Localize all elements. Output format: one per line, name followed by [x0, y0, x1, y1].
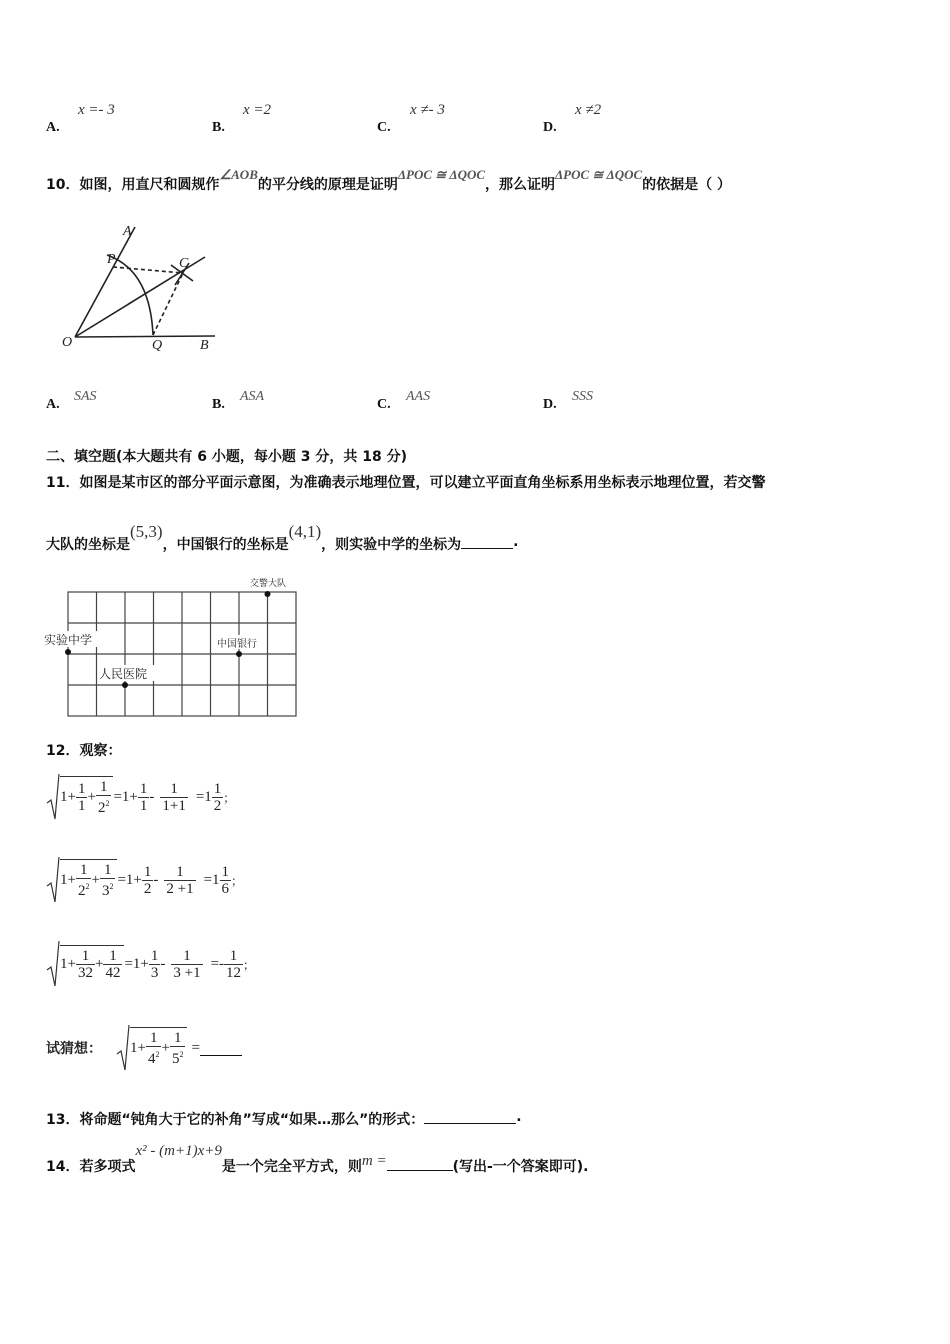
sqrt-sign	[116, 1024, 130, 1072]
q10-option-c-expr: AAS	[406, 389, 431, 404]
q14-poly: x² - (m+1)x+9	[135, 1143, 222, 1159]
q12-row-2: 1+ $\frac{1}{2^2}$ + $\frac{1}{3^2}$ =1+ $\frac{1}{2}$ - $\frac{1}{2 +1}$ = 1 $\frac{1}{6}$ ；	[46, 856, 243, 904]
q10-text2: 的平分线的原理是证明	[257, 177, 398, 193]
q13-answer-blank	[424, 1109, 516, 1124]
q12-answer-blank	[200, 1041, 242, 1056]
fraction: $\frac{1}{6}$	[221, 863, 230, 897]
q14-text3: (写出-一个答案即可).	[452, 1159, 589, 1175]
q11-line2	[46, 522, 518, 554]
question-10	[46, 167, 732, 194]
hospital-point	[122, 682, 128, 688]
q12-row-1: 1+ $\frac{1}{1}$ + $\frac{1}{2^2}$ =1+ $\frac{1}{1}$ - $\frac{1}{1+1}$ = 1 $\frac{1}{2}$ ；	[46, 773, 235, 821]
fraction: $\frac{1}{2}$	[143, 863, 152, 897]
fraction: $\frac{1}{32}$	[77, 948, 93, 981]
label-c: C	[179, 256, 189, 271]
guess-label: 试猜想：	[46, 1041, 102, 1057]
fraction: $\frac{1}{3^2}$	[101, 862, 114, 899]
option-letter: C.	[377, 120, 391, 135]
q9-option-c	[377, 116, 391, 136]
q9-option-a-expr: x =- 3	[78, 102, 115, 118]
fraction: $\frac{1}{12}$	[226, 947, 242, 981]
q14-m: m =	[361, 1153, 387, 1169]
police-point	[265, 591, 271, 597]
label-school: 实验中学	[44, 633, 93, 647]
section-heading-fill-in: 二、填空题(本大题共有 6 小题，每小题 3 分，共 18 分)	[46, 449, 408, 465]
city-map-grid	[44, 574, 302, 722]
label-q: Q	[152, 338, 163, 353]
q9-option-a	[46, 116, 60, 136]
question-14	[46, 1143, 589, 1176]
q11-text-a: 大队的坐标是	[46, 537, 130, 553]
label-bank: 中国银行	[217, 639, 257, 650]
q13-text: 13．将命题“钝角大于它的补角”写成“如果…那么”的形式：	[46, 1112, 425, 1128]
label-b: B	[200, 338, 209, 353]
q10-option-d: D.	[543, 397, 557, 412]
school-point	[65, 649, 71, 655]
q14-answer-blank	[387, 1156, 453, 1171]
q11-coord1: (5,3)	[130, 522, 163, 541]
fraction: $\frac{1}{3}$	[150, 947, 159, 981]
q11-text-b: ，中国银行的坐标是	[162, 537, 289, 553]
fraction: $\frac{1}{2^2}$	[97, 779, 110, 816]
label-p: P	[107, 252, 116, 267]
q9-option-d-expr: x ≠2	[575, 102, 602, 118]
fraction: $\frac{1}{1}$	[77, 781, 86, 814]
q11-text-c: ，则实验中学的坐标为	[321, 537, 462, 553]
q9-option-c-expr: x ≠- 3	[410, 102, 445, 118]
q11-text-d: .	[513, 534, 519, 550]
option-letter: A.	[46, 120, 60, 135]
q12-title: 12．观察：	[46, 743, 122, 759]
fraction: $\frac{1}{1}$	[139, 780, 148, 814]
label-a: A	[123, 224, 132, 239]
dashed-pc	[113, 267, 183, 273]
ray-oa	[75, 227, 135, 337]
fraction: $\frac{1}{2 +1}$	[166, 863, 194, 897]
q9-option-b	[212, 116, 225, 136]
q12-guess: 试猜想： 1+ $\frac{1}{4^2}$ + $\frac{1}{5^2}$ =	[46, 1024, 242, 1072]
label-o: O	[62, 335, 73, 350]
angle-bisector-figure	[55, 215, 225, 360]
q10-text1: 如图，用直尺和圆规作	[79, 177, 220, 193]
sqrt-sign	[46, 773, 60, 821]
q10-tri1: ΔPOC ≅ ΔQOC	[397, 167, 486, 182]
fraction: $\frac{1}{2}$	[213, 780, 222, 814]
q10-text3: ，那么证明	[485, 177, 556, 193]
sqrt-sign	[46, 856, 60, 904]
fraction: $\frac{1}{2^2}$	[77, 862, 90, 899]
radicand: 1+ $\frac{1}{4^2}$ + $\frac{1}{5^2}$	[130, 1027, 187, 1067]
sqrt-sign	[46, 940, 60, 988]
ray-ob	[75, 336, 215, 337]
q10-option-c: C.	[377, 397, 391, 412]
q11-line1: 11．如图是某市区的部分平面示意图，为准确表示地理位置，可以建立平面直角坐标系用坐标表示地理位置，若交警	[46, 475, 766, 491]
label-hospital: 人民医院	[99, 667, 148, 681]
option-letter: D.	[543, 120, 557, 135]
q11-answer-blank	[461, 534, 513, 549]
fraction: $\frac{1}{42}$	[105, 948, 121, 981]
fraction: $\frac{1}{5^2}$	[171, 1030, 184, 1067]
radicand: 1+ $\frac{1}{2^2}$ + $\frac{1}{3^2}$	[60, 859, 117, 899]
q9-option-b-expr: x =2	[243, 102, 272, 118]
q12-row-3: 1+ $\frac{1}{32}$ + $\frac{1}{42}$ =1+ $\frac{1}{3}$ - $\frac{1}{3 +1}$ = - $\frac{1}{12}$ ；	[46, 940, 255, 988]
q9-option-d	[543, 116, 557, 136]
radicand: 1+ $\frac{1}{1}$ + $\frac{1}{2^2}$	[60, 776, 113, 816]
q10-option-a-expr: SAS	[74, 389, 97, 404]
bank-point	[236, 651, 242, 657]
q10-tri2: ΔPOC ≅ ΔQOC	[555, 167, 643, 182]
fraction: $\frac{1}{3 +1}$	[173, 947, 201, 981]
q10-text4: 的依据是（ ）	[642, 177, 732, 193]
q10-option-b: B.	[212, 397, 225, 412]
q10-option-a: A.	[46, 397, 60, 412]
radicand: 1+ $\frac{1}{32}$ + $\frac{1}{42}$	[60, 945, 124, 981]
q11-coord2: (4,1)	[288, 522, 322, 541]
q10-number: 10．	[46, 177, 80, 193]
label-police: 交警大队	[250, 579, 287, 589]
fraction: $\frac{1}{4^2}$	[147, 1030, 160, 1067]
q10-option-b-expr: ASA	[240, 389, 265, 404]
q14-text1: 14．若多项式	[46, 1159, 136, 1175]
question-13	[46, 1109, 522, 1129]
q14-text2: 是一个完全平方式，则	[221, 1159, 362, 1175]
q10-option-d-expr: SSS	[572, 389, 593, 404]
option-letter: B.	[212, 120, 225, 135]
q13-end: .	[516, 1109, 522, 1125]
dashed-qc	[153, 273, 183, 335]
q10-angle: ∠AOB	[219, 167, 258, 182]
fraction: $\frac{1}{1+1}$	[162, 780, 186, 814]
